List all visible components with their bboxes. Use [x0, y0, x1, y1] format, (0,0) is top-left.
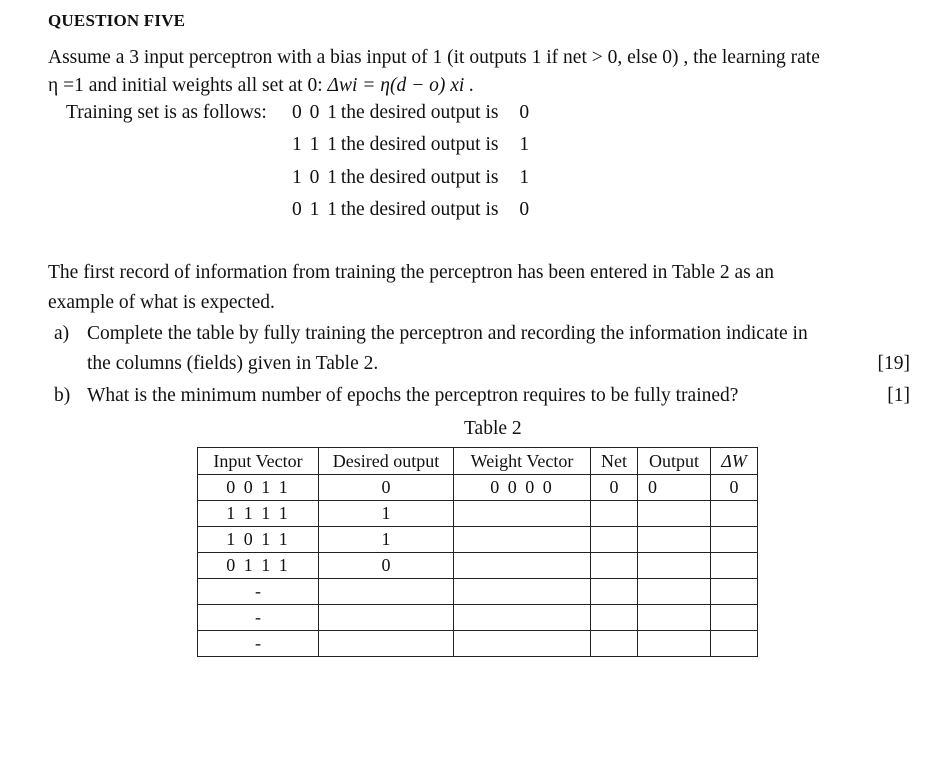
cell-net — [591, 605, 638, 631]
cell-weight-vector — [454, 579, 591, 605]
cell-input-vector: 0 1 1 1 — [198, 553, 319, 579]
part-b-line-1: What is the minimum number of epochs the perceptron requires to be fully trained? — [87, 385, 739, 406]
cell-output — [638, 501, 711, 527]
cell-desired-output — [319, 605, 454, 631]
cell-net — [591, 501, 638, 527]
training-text: the desired output is — [340, 167, 499, 188]
part-a-line-1: Complete the table by fully training the perceptron and recording the information indicate in — [87, 323, 808, 344]
training-text: the desired output is — [340, 199, 499, 220]
table-row — [198, 501, 758, 527]
header-desired-output: Desired output — [319, 448, 454, 475]
cell-weight-vector — [454, 605, 591, 631]
training-vector: 1 0 1 — [292, 167, 339, 188]
question-heading: QUESTION FIVE — [48, 11, 186, 30]
cell-delta-w — [711, 605, 758, 631]
cell-weight-vector: 0 0 0 0 — [454, 475, 591, 501]
cell-output — [638, 579, 711, 605]
intro-line-2 — [48, 75, 474, 97]
header-net: Net — [591, 448, 638, 475]
cell-input-vector: 0 0 1 1 — [198, 475, 319, 501]
training-row-2 — [292, 134, 529, 156]
cell-input-vector: - — [198, 631, 319, 657]
cell-delta-w — [711, 631, 758, 657]
training-row-1 — [292, 102, 529, 124]
training-set-label: Training set is as follows: — [66, 102, 267, 123]
cell-weight-vector — [454, 631, 591, 657]
cell-delta-w — [711, 527, 758, 553]
cell-output — [638, 605, 711, 631]
header-delta-w: ΔW — [711, 448, 758, 475]
table-caption: Table 2 — [464, 418, 522, 439]
header-output: Output — [638, 448, 711, 475]
training-text: the desired output is — [340, 134, 499, 155]
part-a-marks: [19] — [877, 353, 910, 374]
training-vector: 1 1 1 — [292, 134, 339, 155]
training-text: the desired output is — [340, 102, 499, 123]
training-table — [197, 447, 758, 657]
cell-input-vector: - — [198, 579, 319, 605]
training-desired: 0 — [519, 199, 530, 220]
cell-desired-output: 0 — [319, 553, 454, 579]
table-row — [198, 553, 758, 579]
cell-output — [638, 527, 711, 553]
cell-net — [591, 527, 638, 553]
part-b-label: b) — [54, 385, 71, 406]
cell-desired-output: 1 — [319, 527, 454, 553]
training-vector: 0 0 1 — [292, 102, 339, 123]
cell-net: 0 — [591, 475, 638, 501]
cell-delta-w — [711, 579, 758, 605]
cell-output: 0 — [638, 475, 711, 501]
cell-desired-output — [319, 579, 454, 605]
intro-line-1: Assume a 3 input perceptron with a bias input of 1 (it outputs 1 if net > 0, else 0) , the learning rate — [48, 47, 820, 68]
table-header-row — [198, 448, 758, 475]
cell-delta-w: 0 — [711, 475, 758, 501]
cell-desired-output: 0 — [319, 475, 454, 501]
cell-weight-vector — [454, 527, 591, 553]
cell-input-vector: 1 1 1 1 — [198, 501, 319, 527]
training-row-4 — [292, 199, 529, 221]
part-b-marks: [1] — [887, 385, 910, 406]
paragraph-2-line-2: example of what is expected. — [48, 292, 275, 313]
update-rule-formula: Δwi = η(d − o) xi . — [327, 75, 475, 96]
part-a-line-2: the columns (fields) given in Table 2. — [87, 353, 379, 374]
cell-desired-output — [319, 631, 454, 657]
intro-line-2-text: η =1 and initial weights all set at 0: — [48, 75, 328, 96]
training-desired: 1 — [519, 134, 530, 155]
table-row — [198, 631, 758, 657]
table-row — [198, 605, 758, 631]
cell-input-vector: 1 0 1 1 — [198, 527, 319, 553]
cell-input-vector: - — [198, 605, 319, 631]
training-desired: 0 — [519, 102, 530, 123]
cell-delta-w — [711, 501, 758, 527]
cell-delta-w — [711, 553, 758, 579]
table-row — [198, 475, 758, 501]
cell-net — [591, 553, 638, 579]
training-row-3 — [292, 167, 529, 189]
cell-desired-output: 1 — [319, 501, 454, 527]
cell-output — [638, 553, 711, 579]
training-desired: 1 — [519, 167, 530, 188]
cell-weight-vector — [454, 501, 591, 527]
cell-net — [591, 579, 638, 605]
training-vector: 0 1 1 — [292, 199, 339, 220]
paragraph-2-line-1: The first record of information from training the perceptron has been entered in Table 2 as an — [48, 262, 775, 283]
cell-output — [638, 631, 711, 657]
cell-net — [591, 631, 638, 657]
cell-weight-vector — [454, 553, 591, 579]
header-weight-vector: Weight Vector — [454, 448, 591, 475]
table-row — [198, 579, 758, 605]
part-a-label: a) — [54, 323, 70, 344]
header-input-vector: Input Vector — [198, 448, 319, 475]
table-row — [198, 527, 758, 553]
